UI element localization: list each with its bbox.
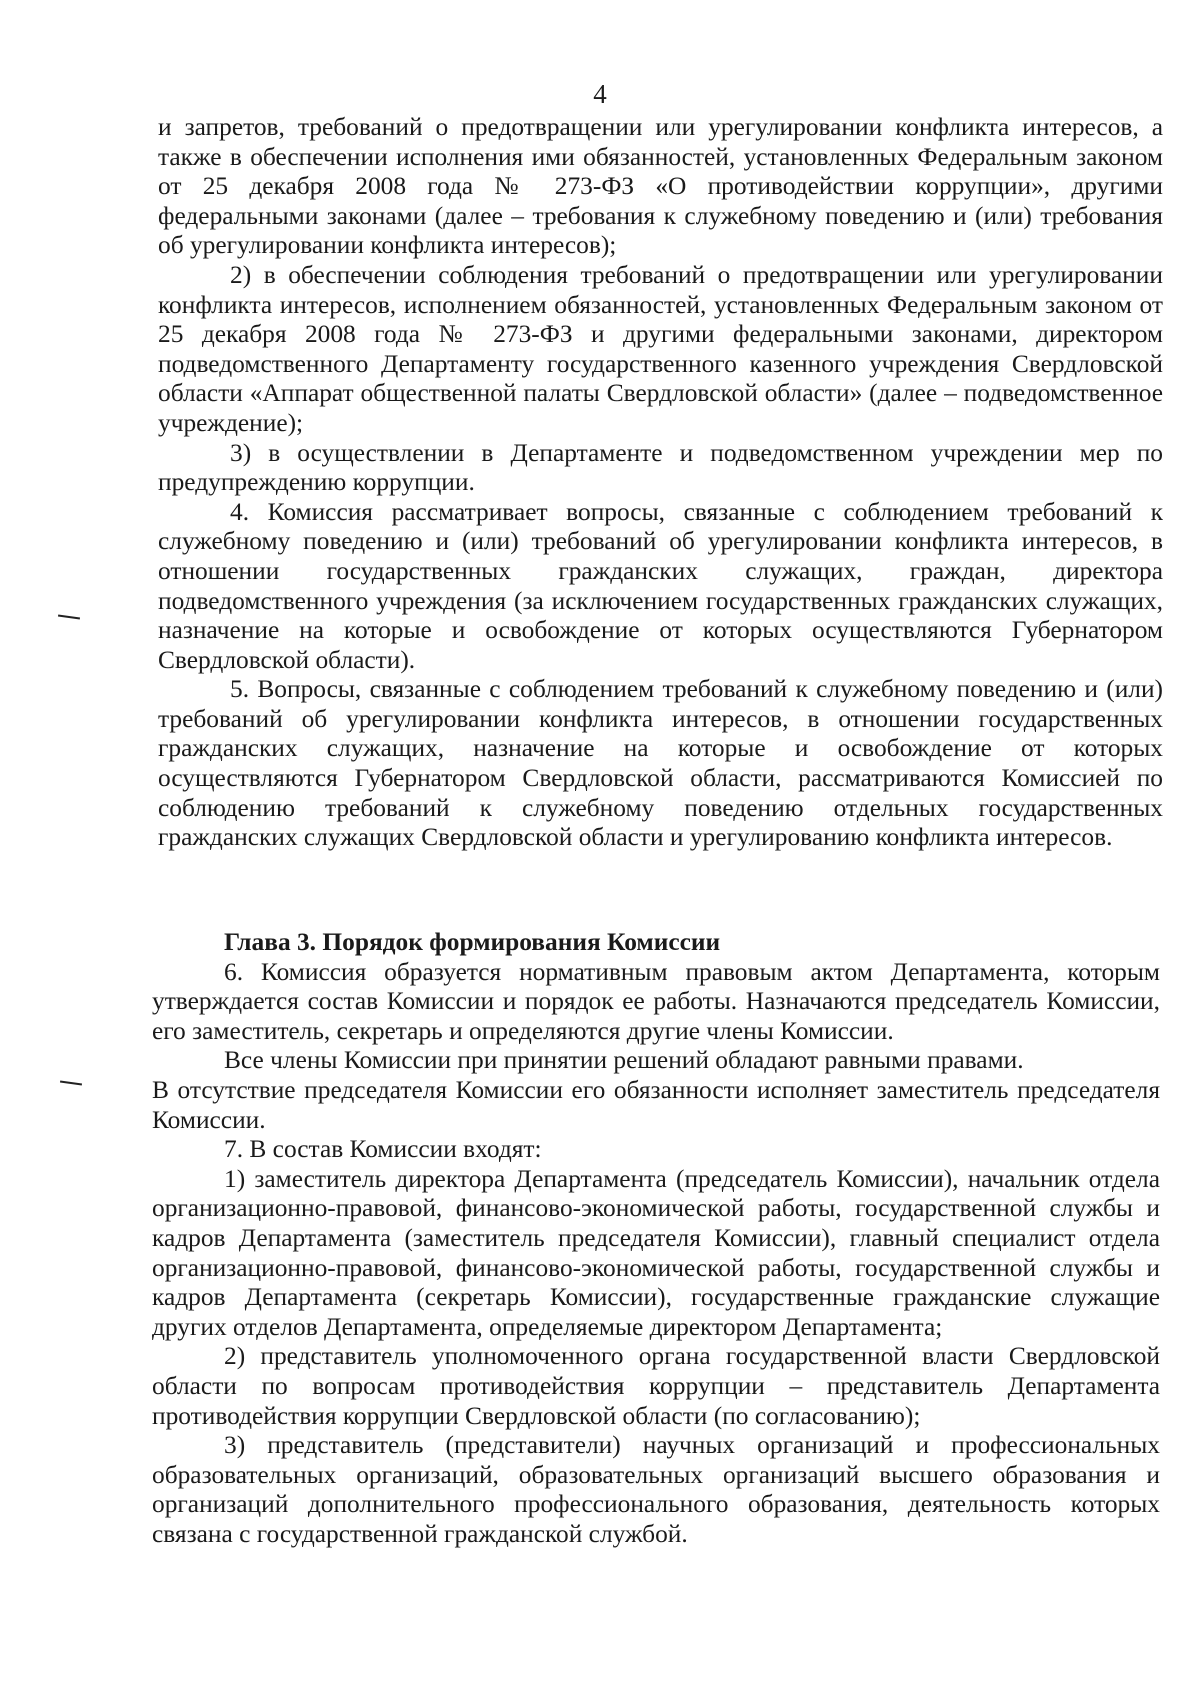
paragraph-deputy-chair: В отсутствие председателя Комиссии его обязанности исполняет заместитель председателя Комиссии.	[152, 1075, 1160, 1134]
paragraph-point-4: 4. Комиссия рассматривает вопросы, связанные с соблюдением требований к служебному поведению и (или) требований об урегулировании конфликта интересов, в отношении государственных гражданских служащих, граждан, директора подведомственного учреждения (за исключением государственных гражданских служащих, назначение на которые и освобождение от которых осуществляются Губернатором Свердловской области).	[158, 497, 1163, 674]
paragraph-composition-1: 1) заместитель директора Департамента (председатель Комиссии), начальник отдела организационно-правовой, финансово-экономической работы, государственной службы и кадров Департамента (заместитель председателя Комиссии), главный специалист отдела организационно-правовой, финансово-экономической работы, государственной службы и кадров Департамента (секретарь Комиссии), государственные гражданские служащие других отделов Департамента, определяемые директором Департамента;	[152, 1164, 1160, 1341]
paragraph-item-3: 3) в осуществлении в Департаменте и подведомственном учреждении мер по предупреждению коррупции.	[158, 438, 1163, 497]
chapter-3	[152, 928, 1160, 1549]
margin-mark	[58, 614, 80, 619]
paragraph-composition-2: 2) представитель уполномоченного органа государственной власти Свердловской области по вопросам противодействия коррупции – представитель Департамента противодействия коррупции Свердловской области (по согласованию);	[152, 1342, 1160, 1430]
paragraph-point-6: 6. Комиссия образуется нормативным правовым актом Департамента, которым утверждается состав Комиссии и порядок ее работы. Назначаются председатель Комиссии, его заместитель, секретарь и определяются другие члены Комиссии.	[152, 957, 1160, 1045]
section-continuation	[158, 113, 1163, 853]
paragraph-equal-rights: Все члены Комиссии при принятии решений обладают равными правами.	[224, 1046, 1024, 1075]
margin-mark	[60, 1080, 82, 1085]
page-number: 4	[593, 79, 607, 109]
paragraph-point-7: 7. В состав Комиссии входят:	[224, 1135, 542, 1164]
paragraph-point-5: 5. Вопросы, связанные с соблюдением требований к служебному поведению и (или) требований об урегулировании конфликта интересов, в отношении государственных гражданских служащих, назначение на которые и освобождение от которых осуществляются Губернатором Свердловской области, рассматриваются Комиссией по соблюдению требований к служебному поведению отдельных государственных гражданских служащих Свердловской области и урегулированию конфликта интересов.	[158, 675, 1163, 852]
paragraph-item-2: 2) в обеспечении соблюдения требований о предотвращении или урегулировании конфликта интересов, исполнением обязанностей, установленных Федеральным законом от 25 декабря 2008 года № 273-ФЗ и другими федеральными законами, директором подведомственного Департаменту государственного казенного учреждения Свердловской области «Аппарат общественной палаты Свердловской области» (далее – подведомственное учреждение);	[158, 260, 1163, 437]
paragraph-composition-3: 3) представитель (представители) научных организаций и профессиональных образовательных организаций, образовательных организаций высшего образования и организаций дополнительного профессионального образования, деятельность которых связана с государственной гражданской службой.	[152, 1431, 1160, 1548]
chapter-heading: Глава 3. Порядок формирования Комиссии	[224, 928, 721, 956]
paragraph-continuation: и запретов, требований о предотвращении или урегулировании конфликта интересов, а также в обеспечении исполнения ими обязанностей, установленных Федеральным законом от 25 декабря 2008 года № 273-ФЗ «О противодействии коррупции», другими федеральными законами (далее – требования к служебному поведению и (или) требования об урегулировании конфликта интересов);	[158, 113, 1163, 260]
